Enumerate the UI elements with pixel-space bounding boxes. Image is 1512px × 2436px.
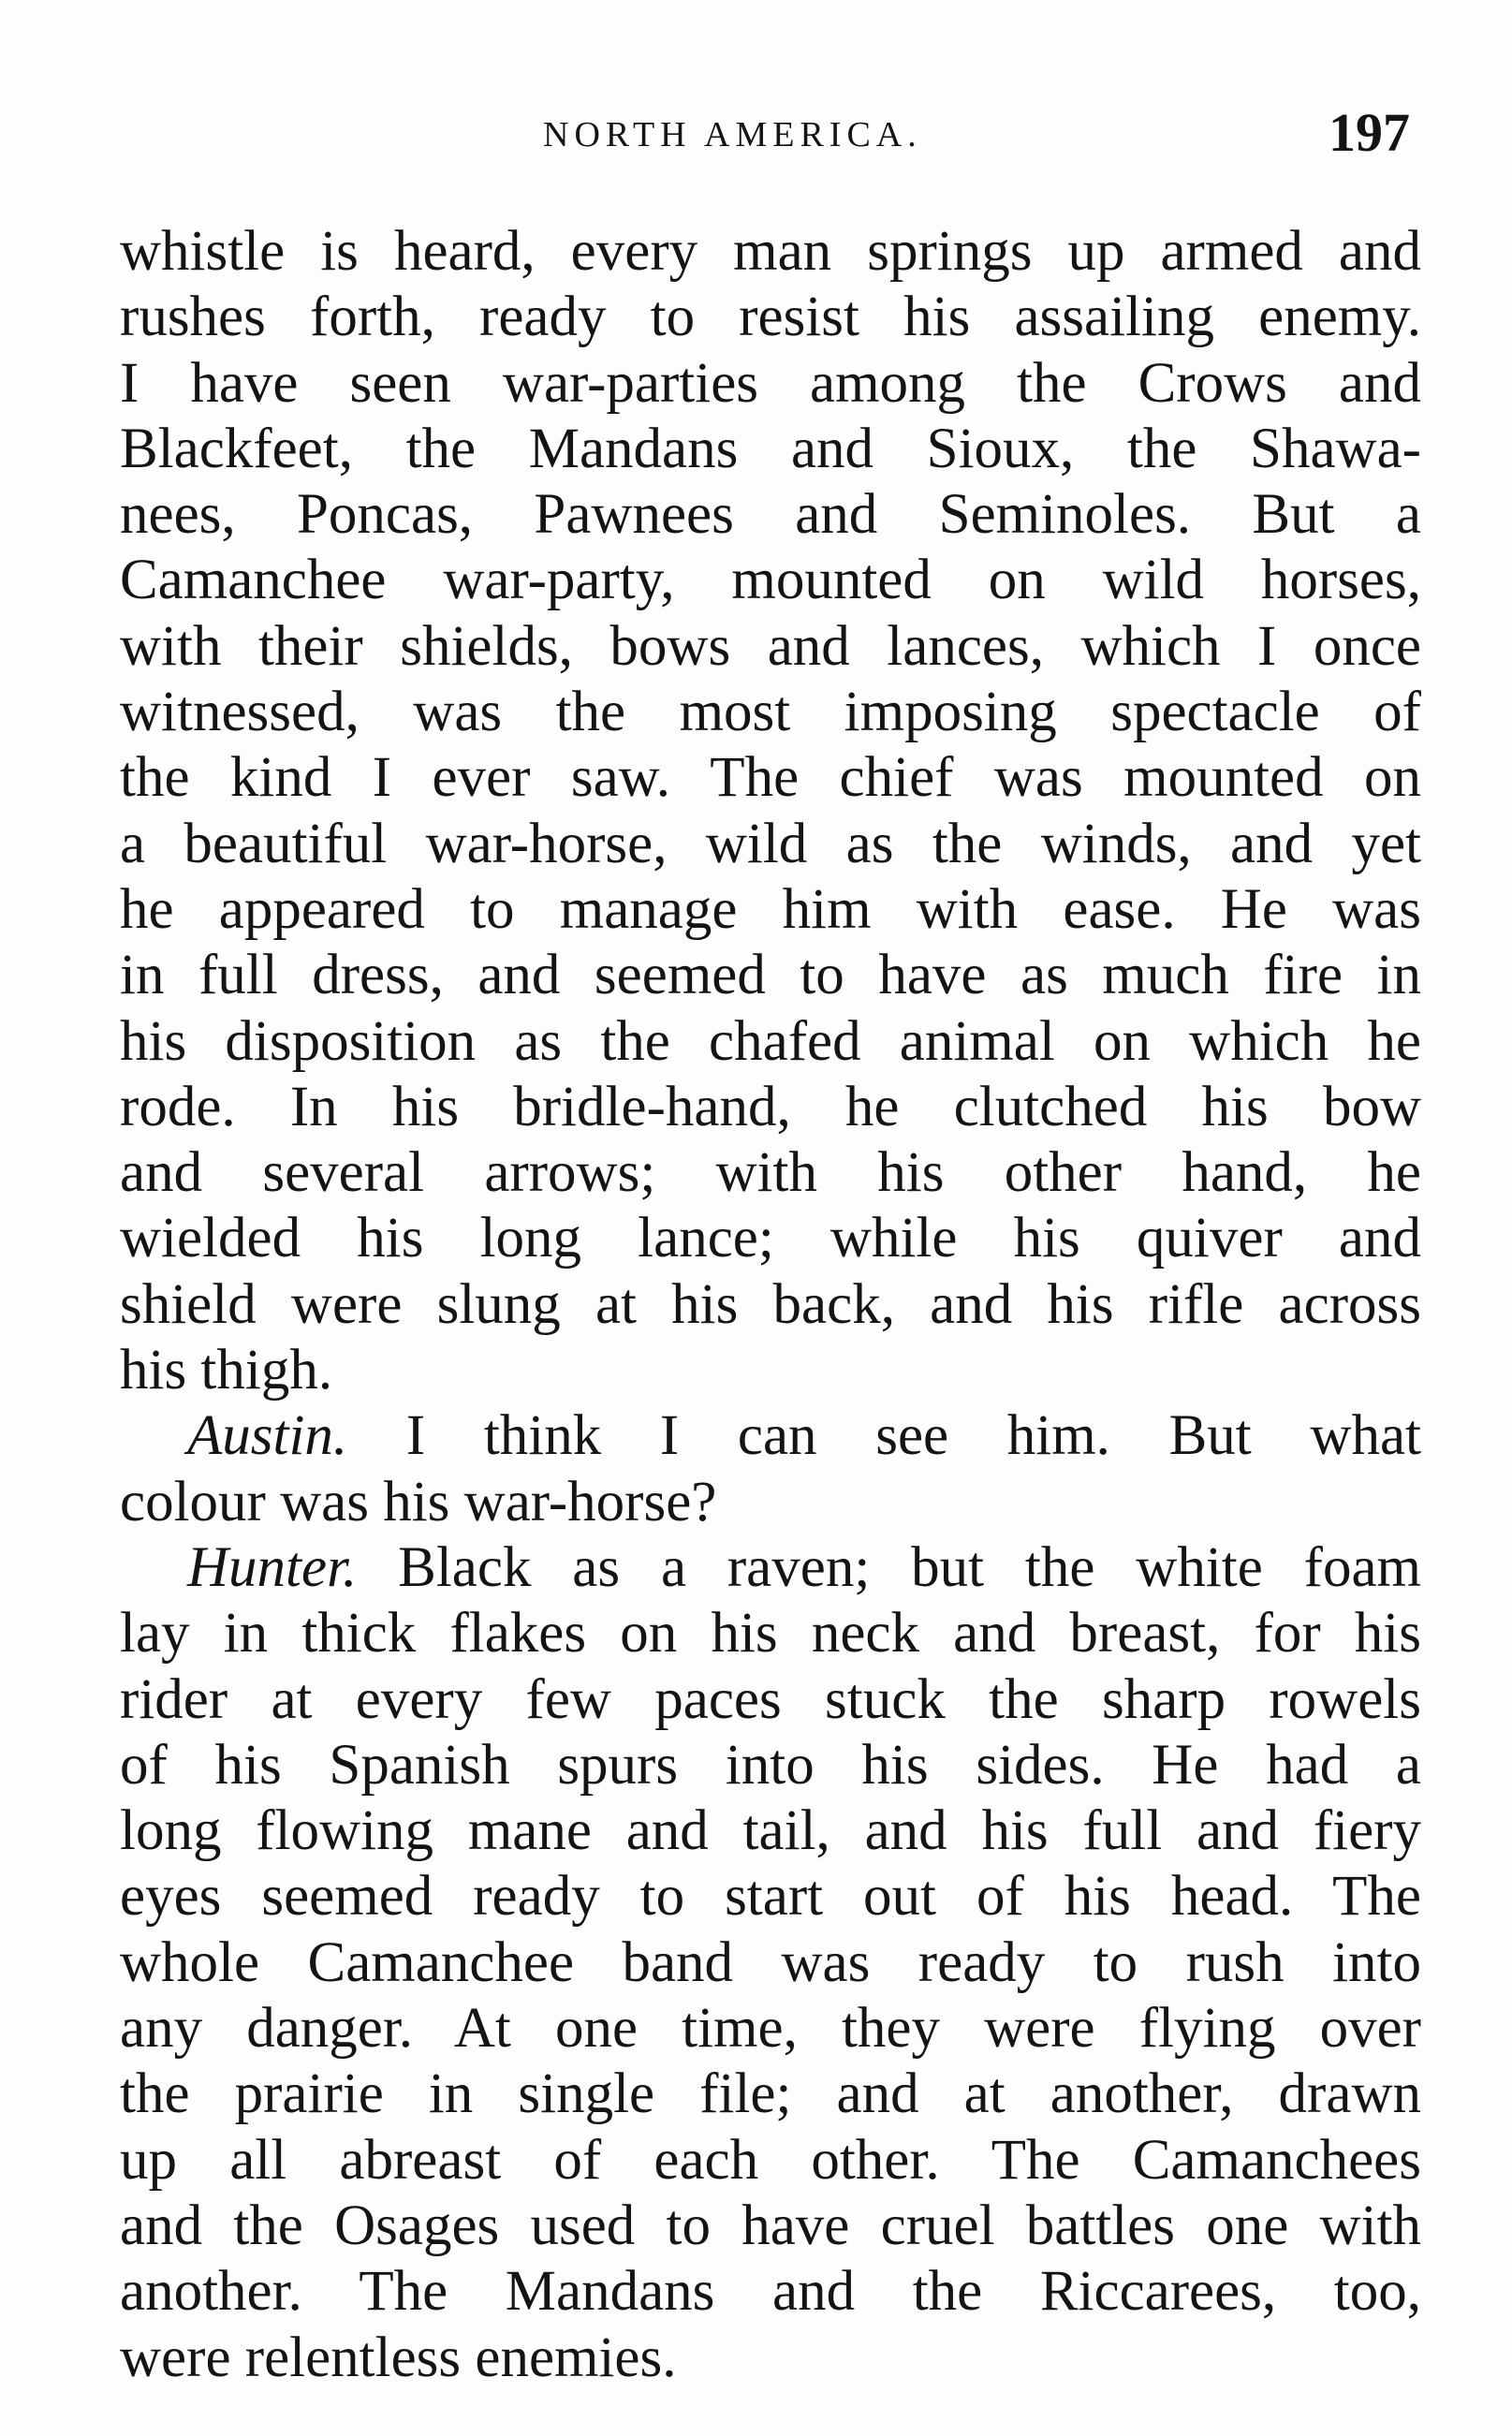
page-number: 197 [1329, 102, 1410, 163]
speaker-name: Austin. [187, 1404, 348, 1468]
text-line: the kind I ever saw. The chief was mounted on [120, 746, 1421, 810]
text-line: long flowing mane and tail, and his full and fiery [120, 1799, 1421, 1863]
text-line: and several arrows; with his other hand, he [120, 1141, 1421, 1205]
text-line: the prairie in single file; and at another, drawn [120, 2062, 1421, 2126]
speaker-name: Hunter. [187, 1535, 358, 1599]
body-text [120, 219, 1421, 2391]
text-line: Camanchee war-party, mounted on wild horses, [120, 549, 1421, 612]
text-line: rode. In his bridle-hand, he clutched his bow [120, 1075, 1421, 1138]
text-line: whistle is heard, every man springs up armed and [120, 220, 1421, 283]
text-line: Blackfeet, the Mandans and Sioux, the Shawa- [120, 417, 1421, 480]
text-line: of his Spanish spurs into his sides. He had a [120, 1733, 1421, 1797]
text-line: rider at every few paces stuck the sharp rowels [120, 1667, 1421, 1731]
text-line: and the Osages used to have cruel battles one with [120, 2194, 1421, 2257]
text-line: his disposition as the chafed animal on which he [120, 1009, 1421, 1073]
text-line: he appeared to manage him with ease. He was [120, 877, 1421, 941]
text-line: nees, Poncas, Pawnees and Seminoles. But a [120, 483, 1421, 547]
running-header [120, 101, 1421, 176]
text-line: up all abreast of each other. The Camanchees [120, 2128, 1421, 2192]
text-line: rushes forth, ready to resist his assailing enemy. [120, 286, 1421, 349]
dialogue-text: I think I can see him. But what [347, 1404, 1421, 1468]
dialogue-line [120, 1403, 1421, 1469]
text-line: were relentless enemies. [120, 2326, 677, 2389]
running-title: NORTH AMERICA. [543, 115, 922, 154]
text-line: eyes seemed ready to start out of his head. The [120, 1865, 1421, 1929]
text-line: in full dress, and seemed to have as much fire in [120, 944, 1421, 1007]
text-line: I have seen war-parties among the Crows and [120, 351, 1421, 415]
dialogue-line [120, 1535, 1421, 1601]
text-line: colour was his war-horse? [120, 1470, 717, 1534]
text-line: shield were slung at his back, and his rifle across [120, 1272, 1421, 1336]
text-line: any danger. At one time, they were flying over [120, 1997, 1421, 2061]
text-line: witnessed, was the most imposing spectacle of [120, 681, 1421, 744]
dialogue-text: Black as a raven; but the white foam [357, 1535, 1421, 1599]
text-line: wielded his long lance; while his quiver and [120, 1207, 1421, 1270]
text-line: whole Camanchee band was ready to rush into [120, 1930, 1421, 1994]
text-line: with their shields, bows and lances, which I once [120, 614, 1421, 678]
text-line: another. The Mandans and the Riccarees, too, [120, 2260, 1421, 2324]
text-line: lay in thick flakes on his neck and breast, for his [120, 1602, 1421, 1666]
text-line: a beautiful war-horse, wild as the winds, and yet [120, 812, 1421, 875]
text-line: his thigh. [120, 1339, 333, 1402]
